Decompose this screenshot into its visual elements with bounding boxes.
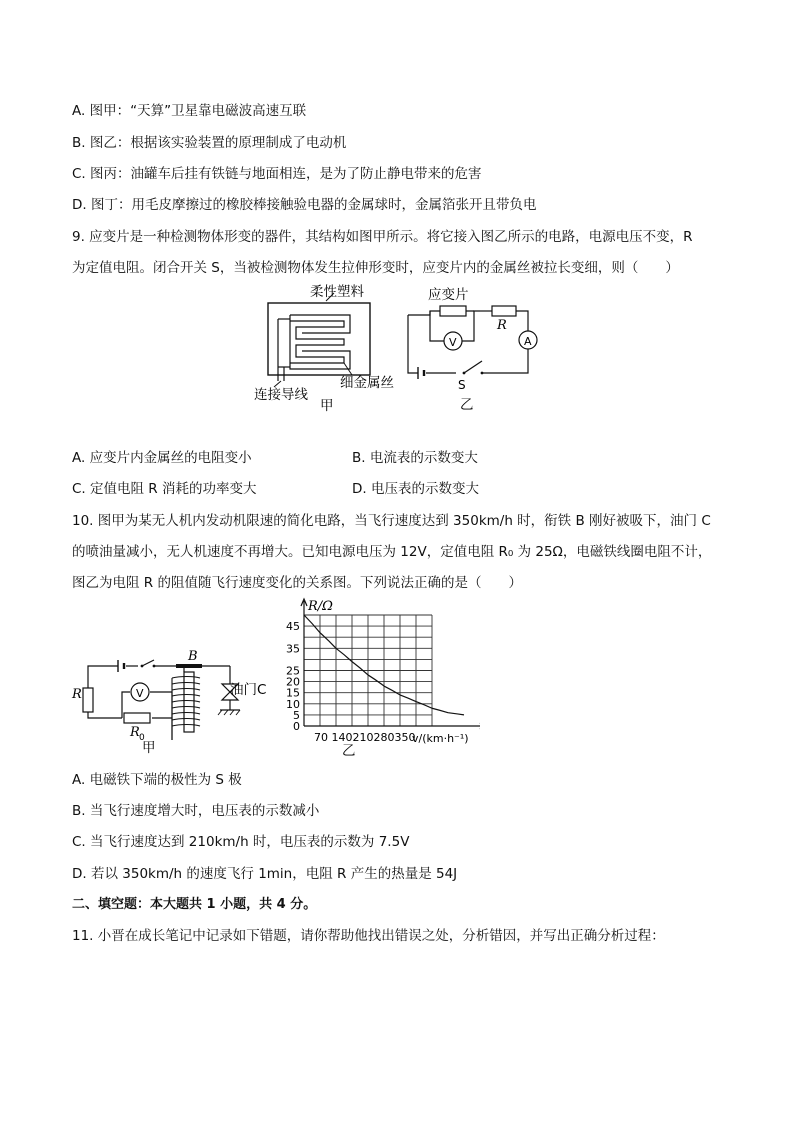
q10-option-d: D. 若以 350km/h 的速度飞行 1min，电阻 R 产生的热量是 54J bbox=[72, 866, 458, 882]
q10-stem-line3: 图乙为电阻 R 的阻值随飞行速度变化的关系图。下列说法正确的是（ ） bbox=[72, 575, 522, 591]
label-r0-sub: 0 bbox=[139, 733, 145, 743]
label-a: A bbox=[524, 335, 532, 348]
resistor-r bbox=[83, 688, 93, 712]
label-r: R bbox=[72, 687, 82, 702]
q10-stem-line2: 的喷油量减小，无人机速度不再增大。已知电源电压为 12V，定值电阻 R₀ 为 25Ω，电磁铁线圈电阻不计， bbox=[72, 544, 712, 560]
chart-ylabel: R/Ω bbox=[308, 599, 333, 614]
label-throttle-c: 油门C bbox=[230, 682, 267, 698]
q8-option-d: D. 图丁：用毛皮摩擦过的橡胶棒接触验电器的金属球时，金属箔张开且带负电 bbox=[72, 197, 537, 213]
q10-figure-jia bbox=[68, 648, 290, 758]
label-v: V bbox=[136, 687, 144, 700]
label-b: B bbox=[188, 649, 198, 664]
label-lead-wire: 连接导线 bbox=[254, 387, 308, 403]
q8-option-c: C. 图丙：油罐车后挂有铁链与地面相连，是为了防止静电带来的危害 bbox=[72, 166, 482, 182]
q10-stem-line1: 10. 图甲为某无人机内发动机限速的简化电路，当飞行速度达到 350km/h 时，衔铁 B 刚好被吸下，油门 C bbox=[72, 513, 711, 529]
electromagnet-core bbox=[184, 672, 194, 732]
electromagnet-coil bbox=[172, 677, 200, 741]
chart-xtick-labels: 70 140210280350 bbox=[314, 731, 416, 744]
label-metal-wire: 细金属丝 bbox=[340, 375, 394, 391]
q8-option-a: A. 图甲：“天算”卫星靠电磁波高速互联 bbox=[72, 103, 307, 119]
chart-axes bbox=[301, 599, 480, 729]
chart-ytick-label: 0 bbox=[293, 720, 300, 733]
q9-stem-line1: 9. 应变片是一种检测物体形变的器件，其结构如图甲所示。将它接入图乙所示的电路，电源电压不变，R bbox=[72, 229, 693, 245]
q10-chart-yi bbox=[280, 593, 480, 763]
caption-jia: 甲 bbox=[320, 398, 334, 413]
caption-jia: 甲 bbox=[142, 740, 156, 756]
q9-option-b: B. 电流表的示数变大 bbox=[352, 450, 478, 466]
chart-ytick-label: 45 bbox=[286, 620, 300, 634]
chart-caption: 乙 bbox=[342, 743, 356, 759]
chart-ytick-label: 10 bbox=[286, 697, 300, 711]
q9-figure-yi bbox=[400, 283, 560, 413]
chart-ytick-label: 25 bbox=[286, 664, 300, 678]
label-r: R bbox=[497, 318, 507, 333]
q10-option-c: C. 当飞行速度达到 210km/h 时，电压表的示数为 7.5V bbox=[72, 834, 410, 850]
chart-ytick-label: 5 bbox=[293, 708, 300, 722]
q11-stem: 11. 小晋在成长笔记中记录如下错题，请你帮助他找出错误之处，分析错因，并写出正确分析过程： bbox=[72, 928, 665, 944]
metal-wire-zigzag bbox=[290, 315, 350, 369]
section-heading-fill-in: 二、填空题：本大题共 1 小题，共 4 分。 bbox=[72, 897, 317, 912]
label-r0: R bbox=[130, 725, 140, 740]
resistor-r0 bbox=[124, 713, 150, 723]
q9-option-c: C. 定值电阻 R 消耗的功率变大 bbox=[72, 481, 257, 497]
chart-ytick-label: 20 bbox=[286, 675, 300, 689]
chart-ytick-label: 35 bbox=[286, 642, 300, 656]
label-flexible-plastic: 柔性塑料 bbox=[310, 284, 364, 300]
resistor-r bbox=[492, 306, 516, 316]
strain-gauge-resistor bbox=[440, 306, 466, 316]
caption-yi: 乙 bbox=[460, 397, 474, 413]
q9-figure-jia bbox=[248, 283, 408, 413]
label-strain-gauge: 应变片 bbox=[428, 287, 469, 303]
chart-grid bbox=[304, 615, 432, 726]
label-s: S bbox=[458, 378, 466, 392]
q9-stem-line2: 为定值电阻。闭合开关 S，当被检测物体发生拉伸形变时，应变片内的金属丝被拉长变细，则（ ） bbox=[72, 260, 679, 276]
chart-ytick-label: 15 bbox=[286, 686, 300, 700]
armature-b bbox=[176, 664, 202, 668]
q9-option-a: A. 应变片内金属丝的电阻变小 bbox=[72, 450, 252, 466]
q10-option-a: A. 电磁铁下端的极性为 S 极 bbox=[72, 772, 242, 788]
chart-xlabel: v/(km·h⁻¹) bbox=[412, 732, 469, 745]
q10-option-b: B. 当飞行速度增大时，电压表的示数减小 bbox=[72, 803, 320, 819]
label-v: V bbox=[449, 336, 457, 349]
q8-option-b: B. 图乙：根据该实验装置的原理制成了电动机 bbox=[72, 135, 347, 151]
q9-option-d: D. 电压表的示数变大 bbox=[352, 481, 479, 497]
